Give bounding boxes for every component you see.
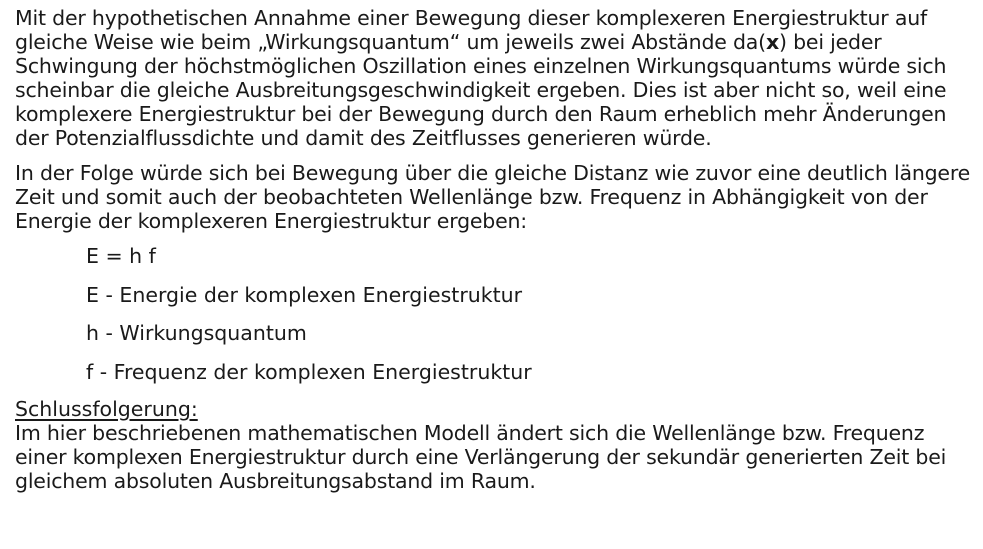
formula-equation: E = h f (86, 244, 156, 268)
variable-x: x (765, 30, 779, 54)
conclusion-text: Im hier beschriebenen mathematischen Modell ändert sich die Wellenlänge bzw. Frequenz einer komplexen Energiestruktur durch eine Verlängerung der sekundär generierten Zeit bei gleichem absoluten Ausbreitungsabstand im Raum. (15, 420, 947, 493)
conclusion-heading: Schlussfolgerung: (15, 396, 198, 421)
formula-block (86, 244, 975, 384)
formula-definition-frequency: f - Frequenz der komplexen Energiestruktur (86, 359, 532, 384)
paragraph-hypothesis-start: Mit der hypothetischen Annahme einer Bewegung dieser komplexeren Energiestruktur auf gleiche Weise wie beim „Wirkungsquantum“ um jeweils zwei Abstände da( (15, 6, 928, 54)
paragraph-hypothesis (15, 6, 975, 150)
formula-definition-energy: E - Energie der komplexen Energiestruktur (86, 282, 523, 307)
document-page (15, 6, 975, 493)
paragraph-consequence: In der Folge würde sich bei Bewegung über die gleiche Distanz wie zuvor eine deutlich längere Zeit und somit auch der beobachteten Wellenlänge bzw. Frequenz in Abhängigkeit von der Energie der komplexeren Energiestruktur ergeben: (15, 161, 971, 233)
formula-definition-quantum: h - Wirkungsquantum (86, 321, 307, 345)
paragraph-hypothesis-end: ) bei jeder Schwingung der höchstmöglichen Oszillation eines einzelnen Wirkungsquantums würde sich scheinbar die gleiche Ausbreitungsgeschwindigkeit ergeben. Dies ist aber nicht so, weil eine komplexere Energiestruktur bei der Bewegung durch den Raum erheblich mehr Änderungen der Potenzialflussdichte und damit des Zeitflusses generieren würde. (15, 30, 947, 150)
